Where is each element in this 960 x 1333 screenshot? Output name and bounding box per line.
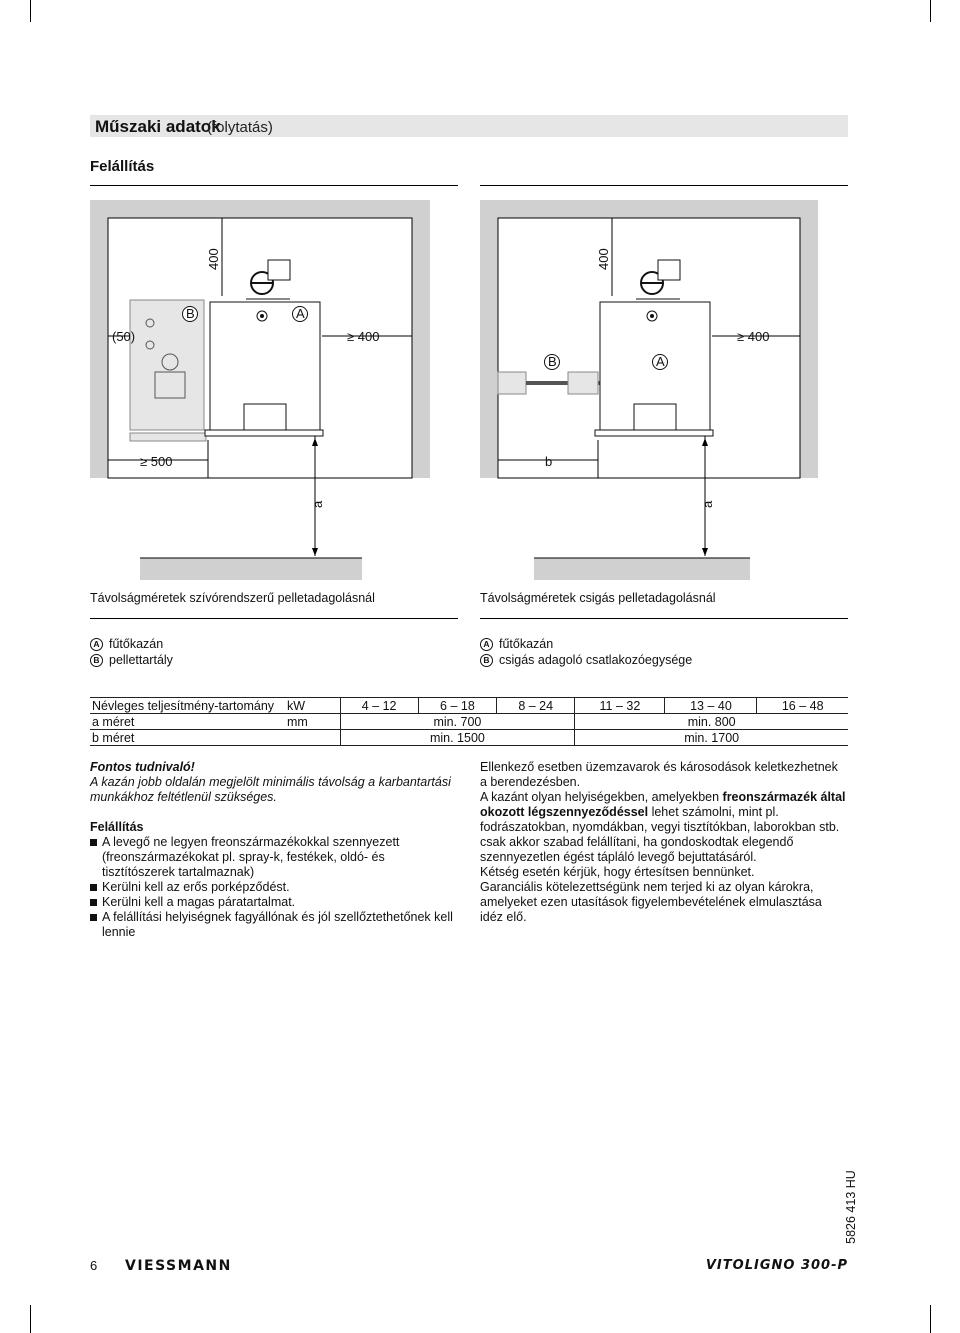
row-label: a méret bbox=[90, 714, 285, 730]
legend-key: A bbox=[90, 638, 103, 651]
table-cell: 4 – 12 bbox=[340, 698, 418, 714]
table-cell: 16 – 48 bbox=[757, 698, 848, 714]
text-run: A kazánt olyan helyiségekben, amelyekben bbox=[480, 790, 723, 804]
crop-mark bbox=[30, 0, 31, 22]
legend-text: pellettartály bbox=[109, 653, 173, 667]
legend-item bbox=[90, 636, 173, 652]
legend-key: A bbox=[480, 638, 493, 651]
dim-side-right: ≥ 400 bbox=[737, 329, 770, 344]
legend-item bbox=[480, 652, 692, 668]
floor-line bbox=[140, 558, 362, 580]
legend-item bbox=[480, 636, 692, 652]
divider bbox=[90, 185, 458, 186]
label-a-left: A bbox=[296, 306, 305, 321]
notice-body: A kazán jobb oldalán megjelölt minimális távolság a karbantartási munkákhoz feltétlenül szükséges. bbox=[90, 775, 451, 804]
crop-mark bbox=[930, 1305, 931, 1333]
divider bbox=[480, 618, 848, 619]
table-cell: min. 800 bbox=[575, 714, 848, 730]
brand-logo: VIESSMANN bbox=[125, 1258, 232, 1274]
paragraph: Kétség esetén kérjük, hogy értesítsen bennünket. bbox=[480, 865, 755, 879]
row-label: b méret bbox=[90, 730, 285, 746]
text-run: lehet számolni, mint pl. fodrászatokban, nyomdákban, vegyi tisztítókban, laborokban stb. csak akkor szabad felállítani, ha gondoskodtak elegendő szennyezetlen égést tápláló levegő bejuttatásáról. bbox=[480, 805, 840, 864]
notice-title: Fontos tudnivaló! bbox=[90, 760, 195, 774]
emphasis-text: freonszármazék által okozott légszennyeződéssel bbox=[480, 790, 846, 819]
right-column bbox=[480, 760, 848, 925]
table-row bbox=[90, 698, 848, 714]
row-label: Névleges teljesítmény-tartomány bbox=[90, 698, 285, 714]
dim-top-left: 400 bbox=[206, 248, 221, 270]
dim-front-right: a bbox=[700, 500, 715, 508]
dim-bottom-left: ≥ 500 bbox=[140, 454, 173, 469]
dim-bottom-right: b bbox=[545, 454, 553, 469]
list-item: Kerülni kell a magas páratartalmat. bbox=[90, 895, 458, 910]
dim-front-left: a bbox=[310, 500, 325, 508]
legend-key: B bbox=[480, 654, 493, 667]
paragraph: Ellenkező esetben üzemzavarok és károsodások keletkezhetnek a berendezésben. bbox=[480, 760, 838, 789]
list-item: A felállítási helyiségnek fagyállónak és jól szellőztethetőnek kell lennie bbox=[90, 910, 458, 940]
legend-right bbox=[480, 636, 692, 668]
dim-top-right: 400 bbox=[596, 248, 611, 270]
floor-line bbox=[534, 558, 750, 580]
table-row bbox=[90, 714, 848, 730]
label-b-left: B bbox=[186, 306, 195, 321]
spec-table bbox=[90, 697, 848, 746]
list-item: Kerülni kell az erős porképződést. bbox=[90, 880, 458, 895]
diagram-right bbox=[480, 200, 818, 580]
table-row bbox=[90, 730, 848, 746]
row-unit: kW bbox=[285, 698, 340, 714]
diagram-left bbox=[90, 200, 430, 580]
table-cell: 8 – 24 bbox=[497, 698, 575, 714]
crop-mark bbox=[30, 1305, 31, 1333]
legend-text: fűtőkazán bbox=[109, 637, 164, 651]
legend-key: B bbox=[90, 654, 103, 667]
table-cell: min. 1500 bbox=[340, 730, 575, 746]
table-cell: 11 – 32 bbox=[575, 698, 665, 714]
setup-list bbox=[90, 835, 458, 940]
product-name: VITOLIGNO 300-P bbox=[705, 1258, 848, 1273]
table-cell: 13 – 40 bbox=[665, 698, 757, 714]
dim-side-right-left: ≥ 400 bbox=[347, 329, 380, 344]
installation-diagrams bbox=[0, 190, 960, 590]
table-cell: min. 1700 bbox=[575, 730, 848, 746]
caption-right: Távolságméretek csigás pelletadagolásnál bbox=[480, 591, 716, 605]
legend-text: csigás adagoló csatlakozóegysége bbox=[499, 653, 693, 667]
left-column bbox=[90, 760, 458, 940]
page-number: 6 bbox=[90, 1258, 98, 1273]
list-item: A levegő ne legyen freonszármazékokkal szennyezett (freonszármazékokat pl. spray-k, festékek, oldó- és tisztítószerek tartalmaznak) bbox=[90, 835, 458, 880]
caption-left: Távolságméretek szívórendszerű pelletadagolásnál bbox=[90, 591, 375, 605]
document-number: 5826 413 HU bbox=[844, 1170, 858, 1244]
legend-text: fűtőkazán bbox=[499, 637, 554, 651]
row-unit: mm bbox=[285, 714, 340, 730]
setup-heading: Felállítás bbox=[90, 820, 144, 834]
row-unit bbox=[285, 730, 340, 746]
divider bbox=[90, 618, 458, 619]
legend-left bbox=[90, 636, 173, 668]
crop-mark bbox=[930, 0, 931, 22]
label-b-right: B bbox=[548, 354, 557, 369]
table-cell: 6 – 18 bbox=[418, 698, 496, 714]
section-title: Műszaki adatok bbox=[95, 117, 221, 136]
table-cell: min. 700 bbox=[340, 714, 575, 730]
divider bbox=[480, 185, 848, 186]
dim-side-left: (50) bbox=[112, 329, 136, 344]
legend-item bbox=[90, 652, 173, 668]
section-subtitle: (folytatás) bbox=[207, 119, 273, 136]
label-a-right: A bbox=[656, 354, 665, 369]
paragraph bbox=[480, 790, 848, 865]
page-heading: Felállítás bbox=[90, 158, 155, 175]
paragraph: Garanciális kötelezettségünk nem terjed ki az olyan károkra, amelyeket ezen utasítások figyelembevételének elmulasztása idéz elő. bbox=[480, 880, 822, 924]
